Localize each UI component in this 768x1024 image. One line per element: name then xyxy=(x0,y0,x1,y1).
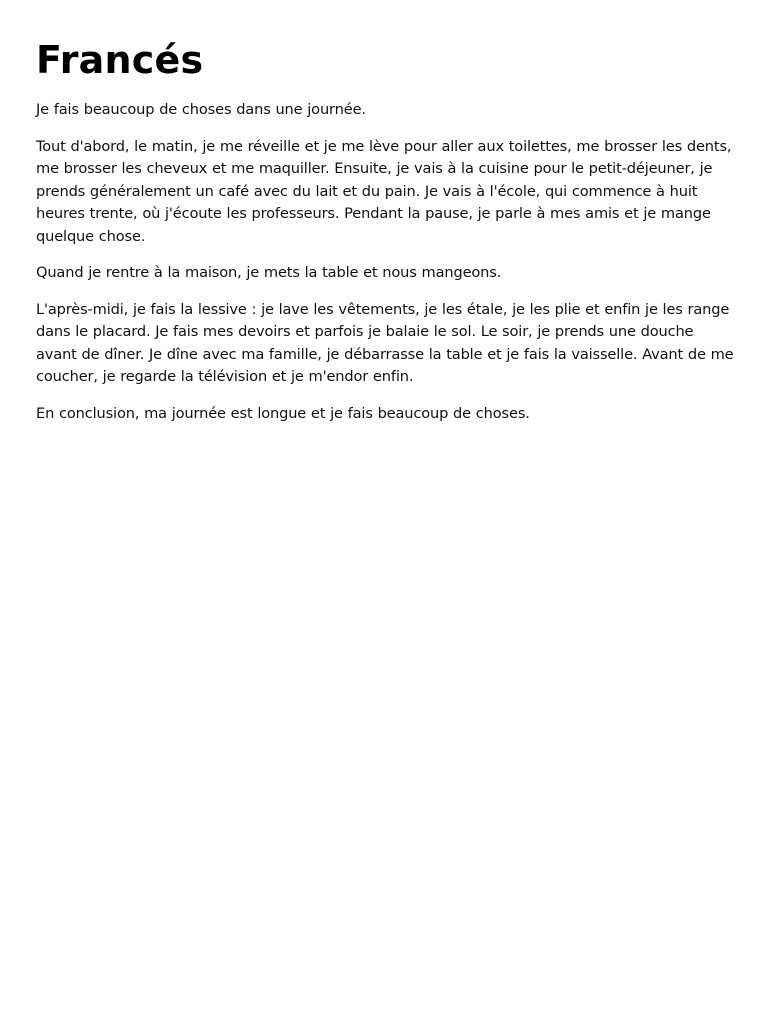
document-title: Francés xyxy=(36,38,204,82)
document-page xyxy=(36,34,736,439)
paragraph-home: Quand je rentre à la maison, je mets la table et nous mangeons. xyxy=(36,264,502,281)
paragraph-intro: Je fais beaucoup de choses dans une journée. xyxy=(36,101,366,118)
paragraph-conclusion: En conclusion, ma journée est longue et je fais beaucoup de choses. xyxy=(36,404,530,422)
paragraph-morning: Tout d'abord, le matin, je me réveille et je me lève pour aller aux toilettes, me brosser les dents, me brosser les cheveux et me maquiller. Ensuite, je vais à la cuisine pour le petit-déjeuner, je prends généralement un café avec du lait et du pain. Je vais à l'école, qui commence à huit heures trente, où j'écoute les professeurs. Pendant la pause, je parle à mes amis et je mange quelque chose. xyxy=(36,137,732,245)
paragraph-afternoon: L'après-midi, je fais la lessive : je lave les vêtements, je les étale, je les plie et enfin je les range dans le placard. Je fais mes devoirs et parfois je balaie le sol. Le soir, je prends une douche avant de dîner. Je dîne avec ma famille, je débarrasse la table et je fais la vaisselle. Avant de me coucher, je regarde la télévision et je m'endor enfin. xyxy=(36,300,734,385)
